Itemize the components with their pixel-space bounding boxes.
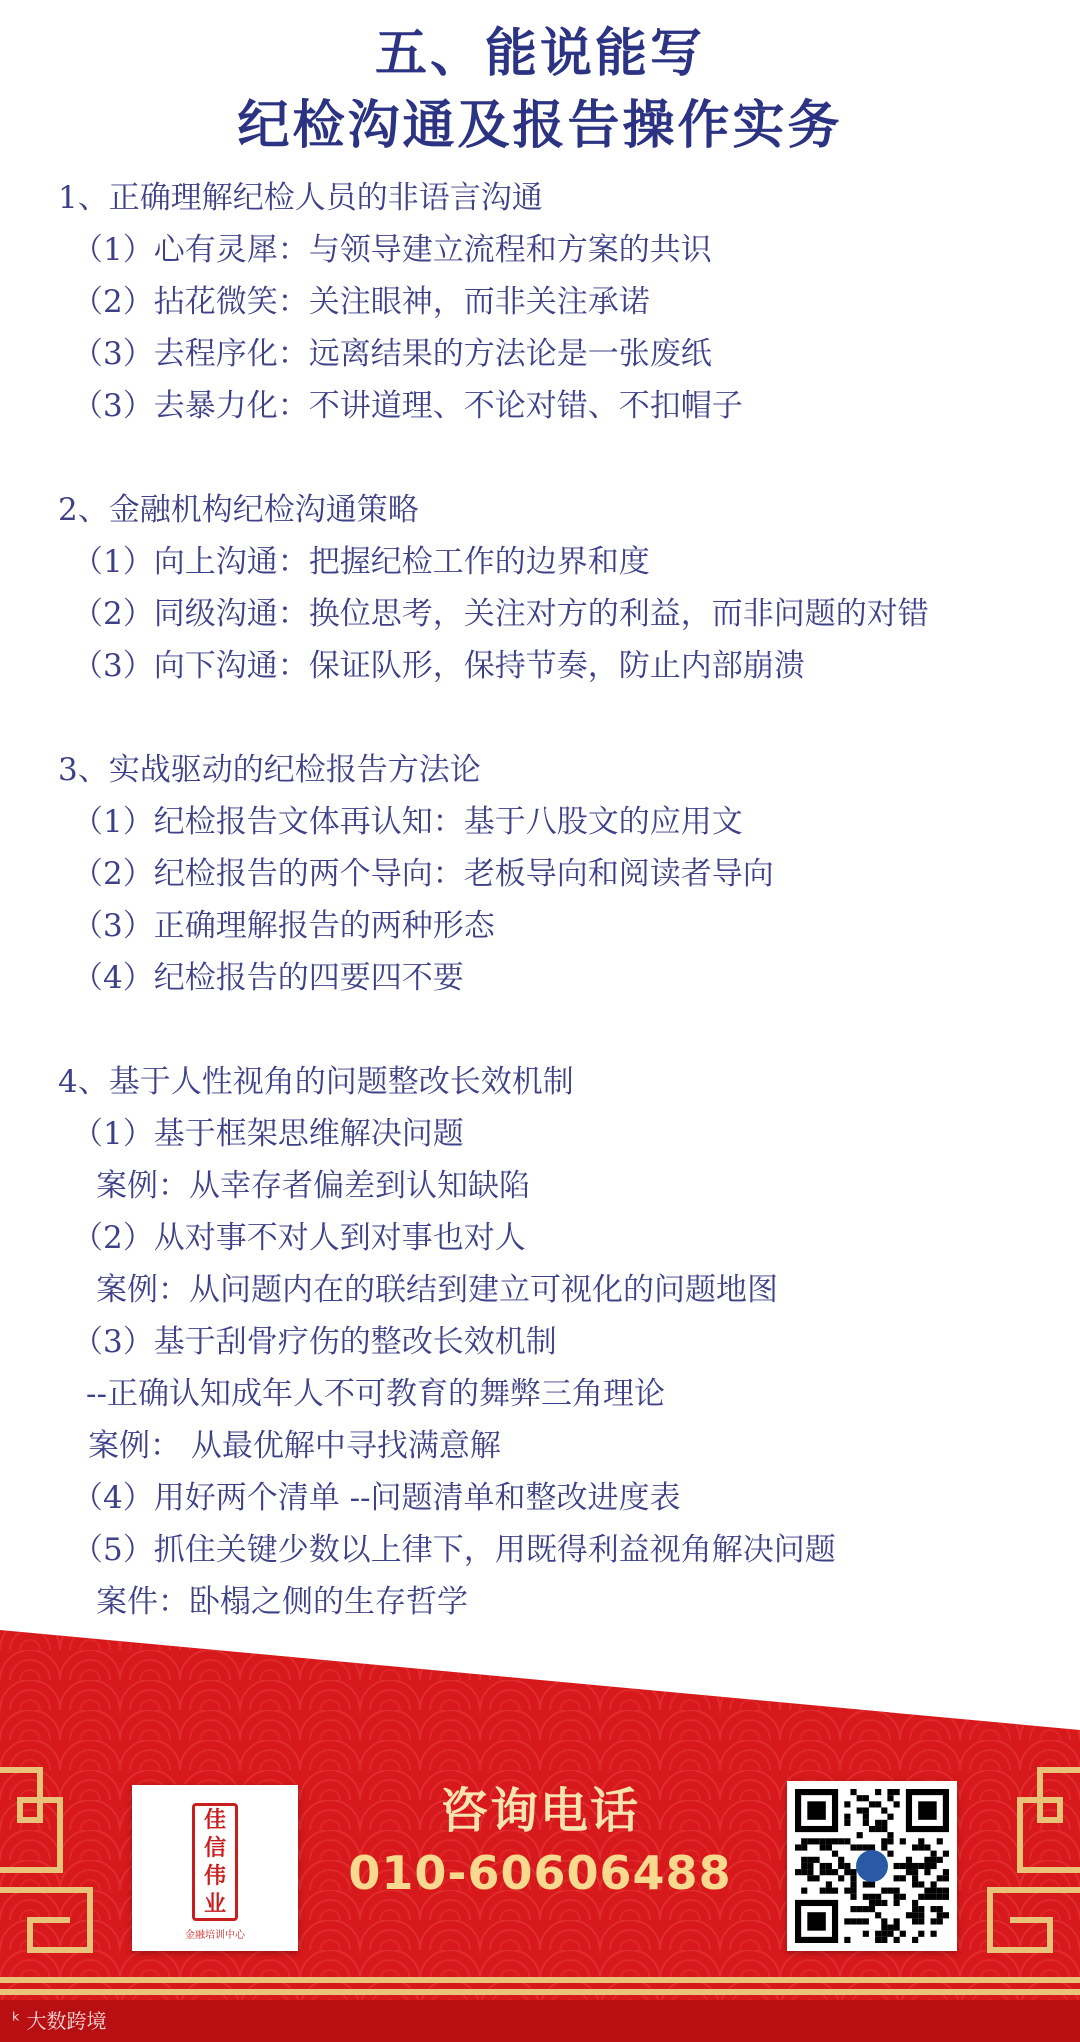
contact-phone-number[interactable]: 010-60606488 [348, 1846, 732, 1900]
qr-code[interactable] [787, 1781, 957, 1951]
logo-char-3: 伟 [203, 1863, 226, 1889]
title-block [0, 18, 1080, 162]
watermark-text: 大数跨境 [26, 2009, 107, 2033]
section-4-line-2: 案例：从幸存者偏差到认知缺陷 [96, 1168, 530, 1204]
section-heading-4: 4、基于人性视角的问题整改长效机制 [58, 1064, 574, 1100]
section-4-line-10: 案件：卧榻之侧的生存哲学 [96, 1584, 468, 1620]
spacer [58, 432, 1038, 484]
page-title-line-1: 五、能说能写 [374, 24, 705, 84]
section-2-item-2: （2）同级沟通：换位思考，关注对方的利益，而非问题的对错 [72, 596, 929, 632]
qr-code-icon [795, 1789, 949, 1943]
section-1-item-4: （3）去暴力化：不讲道理、不论对错、不扣帽子 [72, 388, 743, 424]
section-heading-3: 3、实战驱动的纪检报告方法论 [58, 752, 481, 788]
section-1-item-3: （3）去程序化：远离结果的方法论是一张废纸 [72, 336, 712, 372]
spacer [58, 1004, 1038, 1056]
section-4-line-1: （1）基于框架思维解决问题 [72, 1116, 464, 1152]
section-1-item-2: （2）拈花微笑：关注眼神，而非关注承诺 [72, 284, 650, 320]
logo-char-1: 佳 [203, 1807, 226, 1833]
company-logo [132, 1785, 298, 1951]
course-outline [58, 172, 1038, 1628]
section-4-line-3: （2）从对事不对人到对事也对人 [72, 1220, 526, 1256]
footer-banner [0, 1620, 1080, 2042]
section-heading-1: 1、正确理解纪检人员的非语言沟通 [58, 180, 543, 216]
watermark [12, 2005, 107, 2034]
section-4-line-8: （4）用好两个清单 --问题清单和整改进度表 [72, 1480, 681, 1516]
section-3-item-2: （2）纪检报告的两个导向：老板导向和阅读者导向 [72, 856, 774, 892]
section-4-line-9: （5）抓住关键少数以上律下，用既得利益视角解决问题 [72, 1532, 836, 1568]
logo-char-4: 业 [203, 1891, 226, 1917]
spacer [58, 692, 1038, 744]
section-2-item-3: （3）向下沟通：保证队形，保持节奏，防止内部崩溃 [72, 648, 805, 684]
section-3-item-4: （4）纪检报告的四要四不要 [72, 960, 464, 996]
section-4-line-4: 案例：从问题内在的联结到建立可视化的问题地图 [96, 1272, 778, 1308]
contact-label: 咨询电话 [439, 1783, 640, 1839]
section-1-item-1: （1）心有灵犀：与领导建立流程和方案的共识 [72, 232, 712, 268]
section-4-line-6: --正确认知成年人不可教育的舞弊三角理论 [86, 1376, 665, 1412]
logo-seal [192, 1803, 238, 1921]
section-2-item-1: （1）向上沟通：把握纪检工作的边界和度 [72, 544, 650, 580]
page-title-line-2: 纪检沟通及报告操作实务 [237, 96, 843, 156]
logo-subtitle: 金融培训中心 [185, 1930, 245, 1941]
section-3-item-3: （3）正确理解报告的两种形态 [72, 908, 495, 944]
section-4-line-7: 案例： 从最优解中寻找满意解 [88, 1428, 501, 1464]
section-3-item-1: （1）纪检报告文体再认知：基于八股文的应用文 [72, 804, 743, 840]
logo-char-2: 信 [203, 1835, 226, 1861]
contact-block [320, 1780, 760, 1904]
section-4-line-5: （3）基于刮骨疗伤的整改长效机制 [72, 1324, 557, 1360]
section-heading-2: 2、金融机构纪检沟通策略 [58, 492, 419, 528]
watermark-logo-icon: ᵏ [12, 2007, 21, 2032]
